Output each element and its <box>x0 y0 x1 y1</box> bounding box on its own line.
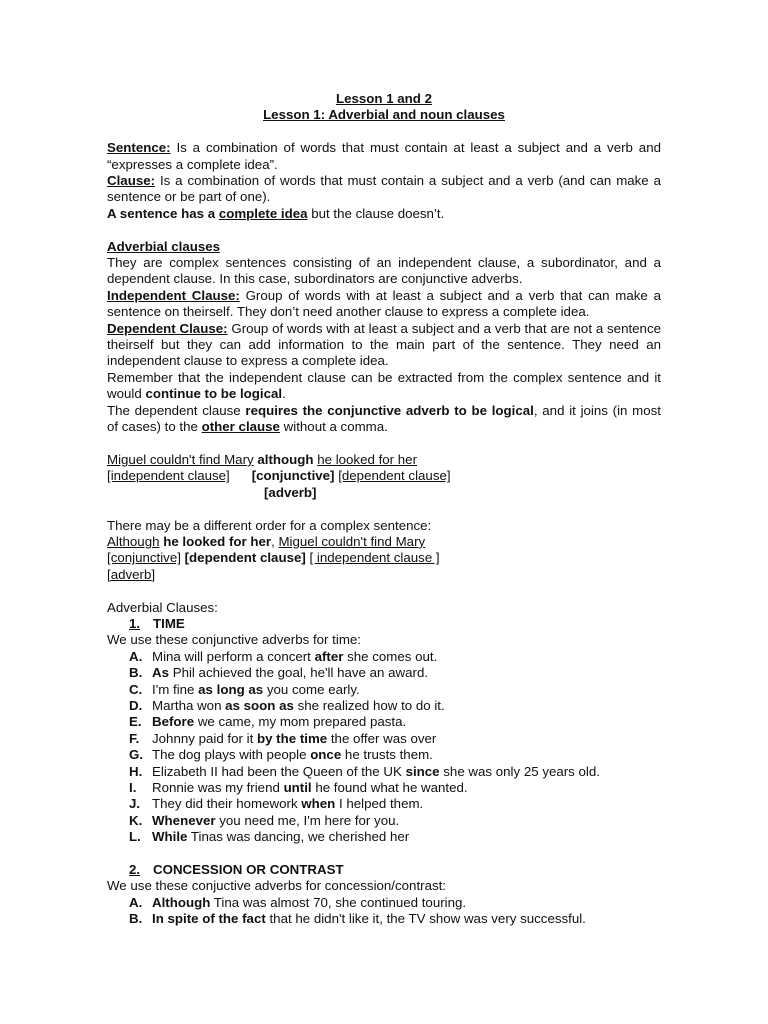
concession-intro: We use these conjuctive adverbs for concession/contrast: <box>107 878 446 894</box>
example2-intro: There may be a different order for a complex sentence: <box>107 517 432 533</box>
list-item-text: she comes out. <box>343 648 438 664</box>
list-item-letter: I. <box>129 779 137 795</box>
sentence-label: Sentence: <box>107 140 171 156</box>
list-item-letter: L. <box>129 829 141 845</box>
adverbial-heading: Adverbial clauses <box>107 238 221 254</box>
example2-labels: [conjunctive] [dependent clause] [ independent clause ] <box>107 550 440 566</box>
list-item-text: Martha won <box>152 697 226 713</box>
list-item-text: you come early. <box>263 681 360 697</box>
list-item-letter: H. <box>129 763 143 779</box>
list-item-keyword: as soon as <box>225 697 294 713</box>
list-item-letter: G. <box>129 747 144 763</box>
list-item-text: I helped them. <box>335 796 424 812</box>
list-item <box>129 829 661 845</box>
adverbial-clauses-label: Adverbial Clauses: <box>107 599 218 615</box>
list-item-letter: A. <box>129 894 143 910</box>
document-subtitle: Lesson 1: Adverbial and noun clauses <box>263 107 505 123</box>
example1-sentence: Miguel couldn't find Mary although he looked for her <box>107 451 417 467</box>
clause-text: Is a combination of words that must contain a subject and a verb (and can make a sentence or be part of one). <box>107 173 661 205</box>
list-item <box>129 682 661 698</box>
list-item-text: Ronnie was my friend <box>152 779 284 795</box>
list-item <box>129 731 661 747</box>
concession-adverb-list <box>107 895 661 928</box>
list-item-keyword: Before <box>152 714 195 730</box>
list-item <box>129 698 661 714</box>
concession-heading: 2. CONCESSION OR CONTRAST <box>129 862 344 877</box>
list-item-text: that he didn't like it, the TV show was very successful. <box>265 911 586 927</box>
example1-labels: [independent clause] [conjunctive] [dependent clause] <box>107 468 451 484</box>
time-heading: 1. TIME <box>129 615 185 631</box>
list-item <box>129 714 661 730</box>
list-item-letter: B. <box>129 665 143 681</box>
list-item-text: Phil achieved the goal, he'll have an award. <box>169 665 429 681</box>
list-item-text: the offer was over <box>327 730 437 746</box>
list-item-text: he found what he wanted. <box>311 779 468 795</box>
list-item-keyword: Although <box>152 894 211 910</box>
sentence-text: Is a combination of words that must contain at least a subject and a verb and “expresses a complete idea”. <box>107 140 661 172</box>
list-item-keyword: as long as <box>198 681 264 697</box>
list-item-text: Tina was almost 70, she continued touring. <box>210 894 467 910</box>
list-item-text: you need me, I'm here for you. <box>215 812 400 828</box>
independent-definition: Independent Clause: Group of words with at least a subject and a verb that can make a sentence on theirself. They don’t need another clause to express a complete idea. <box>107 287 661 320</box>
document-title: Lesson 1 and 2 <box>335 91 433 106</box>
adverbial-intro: They are complex sentences consisting of an independent clause, a subordinator, and a dependent clause. In this case, subordinators are conjunctive adverbs. <box>107 255 661 287</box>
list-item-text: They did their homework <box>152 796 302 812</box>
list-item-text: she was only 25 years old. <box>439 763 600 779</box>
list-item-letter: D. <box>129 697 143 713</box>
list-item <box>129 813 661 829</box>
list-item <box>129 747 661 763</box>
list-item-letter: E. <box>129 714 142 730</box>
list-item <box>129 780 661 796</box>
list-item-text: Mina will perform a concert <box>152 648 315 664</box>
list-item-letter: C. <box>129 681 143 697</box>
list-item-letter: K. <box>129 812 143 828</box>
document-page <box>107 91 661 928</box>
list-item-letter: B. <box>129 911 143 927</box>
clause-label: Clause: <box>107 173 156 189</box>
time-intro: We use these conjunctive adverbs for time: <box>107 632 361 648</box>
list-item-text: I'm fine <box>152 681 199 697</box>
clause-definition <box>107 173 661 206</box>
time-adverb-list <box>107 649 661 846</box>
example2-adverb-label: [adverb] <box>107 566 156 582</box>
list-item <box>129 665 661 681</box>
list-item-keyword: when <box>301 796 336 812</box>
list-item-keyword: since <box>405 763 440 779</box>
list-item-keyword: Whenever <box>152 812 216 828</box>
list-item-text: Elizabeth II had been the Queen of the UK <box>152 763 406 779</box>
list-item-keyword: until <box>283 779 312 795</box>
list-item-text: he trusts them. <box>341 747 433 763</box>
dependent-definition: Dependent Clause: Group of words with at least a subject and a verb that are not a sentence theirself but they can add information to the main part of the sentence. They need an independent clause to express a complete idea. <box>107 320 661 369</box>
list-item-keyword: by the time <box>256 730 328 746</box>
list-item-text: Johnny paid for it <box>152 730 257 746</box>
list-item <box>129 911 661 927</box>
list-item <box>129 764 661 780</box>
list-item <box>129 895 661 911</box>
list-item-letter: A. <box>129 648 143 664</box>
example2-sentence: Although he looked for her, Miguel couldn't find Mary <box>107 533 426 549</box>
dependent-note: The dependent clause requires the conjunctive adverb to be logical, and it joins (in most of cases) to the other clause without a comma. <box>107 402 661 435</box>
list-item-keyword: In spite of the fact <box>152 911 266 927</box>
list-item-keyword: once <box>310 747 342 763</box>
list-item-keyword: As <box>152 665 169 681</box>
list-item-text: The dog plays with people <box>152 747 311 763</box>
list-item-letter: J. <box>129 796 141 812</box>
list-item-text: Tinas was dancing, we cherished her <box>187 829 410 845</box>
example1-adverb-label: [adverb] <box>264 484 317 500</box>
remember-note: Remember that the independent clause can be extracted from the complex sentence and it would continue to be logical. <box>107 369 661 402</box>
list-item-letter: F. <box>129 730 140 746</box>
list-item-text: we came, my mom prepared pasta. <box>194 714 407 730</box>
list-item-keyword: after <box>314 648 344 664</box>
list-item <box>129 796 661 812</box>
sentence-definition <box>107 140 661 173</box>
list-item-keyword: While <box>152 829 188 845</box>
list-item <box>129 649 661 665</box>
list-item-text: she realized how to do it. <box>293 697 445 713</box>
sentence-summary: A sentence has a complete idea but the clause doesn’t. <box>107 205 445 221</box>
